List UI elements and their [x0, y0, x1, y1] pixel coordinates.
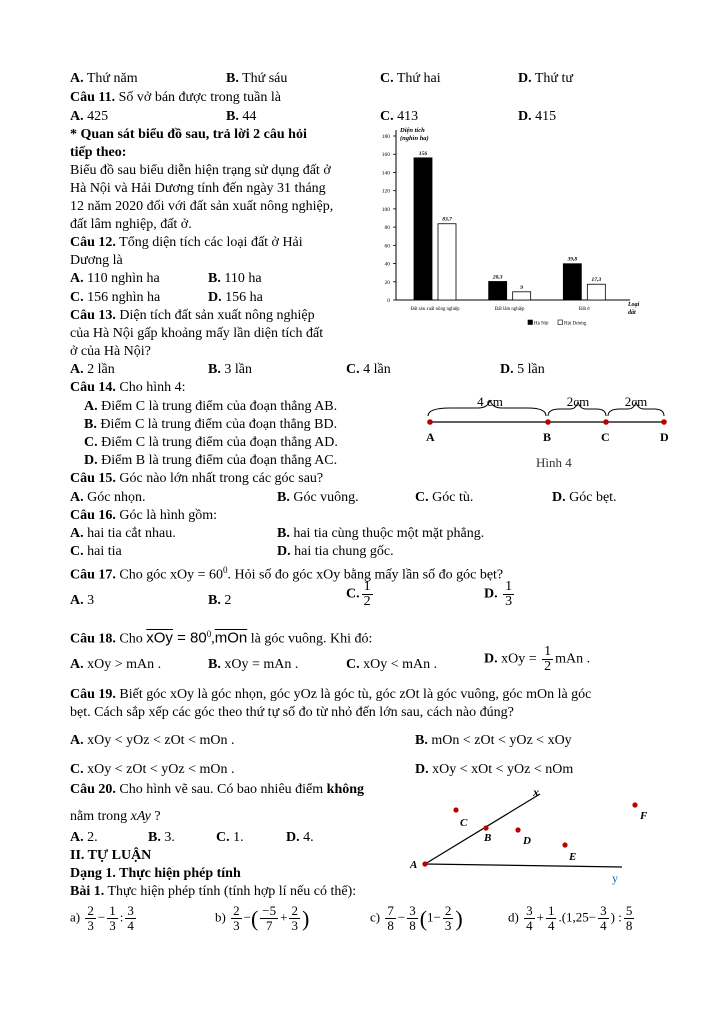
label-A: A	[410, 859, 418, 871]
q15-option-b: B. Góc vuông.	[277, 490, 359, 505]
bar-hà-nội	[489, 282, 507, 300]
ray-Ax	[425, 794, 540, 864]
label-2cm-2: 2cm	[624, 394, 648, 409]
q11-question: Câu 11. Số vở bán được trong tuần là	[70, 90, 281, 105]
q18-option-d: D. xOy = $\frac{1}{2}$ mAn .	[484, 644, 591, 674]
y-tick-label: 140	[381, 170, 390, 177]
legend-swatch	[528, 320, 533, 325]
q17-option-a: A. 3	[70, 593, 95, 608]
label-F: F	[640, 810, 648, 822]
legend-label: Hà Nội	[534, 321, 549, 327]
q15-option-a: A. Góc nhọn.	[70, 490, 146, 505]
q15-option-d: D. Góc bẹt.	[552, 490, 617, 505]
q12-option-b: B. 110 ha	[208, 271, 262, 286]
bar-hà-nội	[563, 264, 581, 300]
q17-option-d: D. $\frac{1}{3}$	[484, 579, 513, 609]
q14-option-a: A. Điểm C là trung điểm của đoạn thẳng AB.	[84, 399, 338, 414]
q13-question-line3: ở của Hà Nội?	[70, 344, 151, 359]
q17-option-c: C. $\frac{1}{2}$	[346, 579, 371, 609]
expression-b: b) $\frac{2}{3}$ −( $\frac{-5}{7}$ + $\frac{2}{3}$ )	[215, 903, 310, 933]
q13-question-line2: của Hà Nội gấp khoảng mấy lần diện tích đất	[70, 326, 324, 341]
q12-option-c: C. 156 nghìn ha	[70, 290, 161, 305]
bar-value-label: 39,8	[567, 256, 578, 263]
label-4cm: 4 cm	[477, 394, 503, 409]
chart-intro-line: Hà Nội và Hải Dương tính đến ngày 31 tháng	[70, 181, 326, 196]
y-tick-label: 0	[387, 298, 390, 304]
q12-question: Câu 12. Tổng diện tích các loại đất ở Hải	[70, 235, 303, 250]
q11-option-a: A. 425	[70, 109, 109, 124]
label-y: y	[612, 871, 618, 885]
ray-Ay	[425, 864, 622, 867]
label-E: E	[569, 851, 577, 863]
land-use-bar-chart	[368, 122, 668, 332]
y-tick-label: 160	[381, 152, 390, 159]
q16-option-d: D. hai tia chung gốc.	[277, 544, 394, 559]
q19-question-line2: bẹt. Cách sắp xếp các góc theo thứ tự số đo từ nhỏ đến lớn sau, cách nào đúng?	[70, 705, 514, 720]
q13-option-a: A. 2 lần	[70, 362, 115, 377]
bar-hải-dương	[587, 284, 605, 300]
q18-option-b: B. xOy = mAn .	[208, 657, 299, 672]
y-tick-label: 80	[384, 225, 390, 232]
x-category-label: Đất lâm nghiệp	[494, 307, 525, 312]
q18-question: Câu 18. Cho $\overline{xOy} = 80^0,\overline{mOn}$ là góc vuông. Khi đó:	[70, 629, 373, 647]
q13-option-b: B. 3 lần	[208, 362, 252, 377]
y-tick-label: 20	[384, 279, 390, 286]
bar-value-label: 83,7	[442, 216, 452, 223]
q18-option-c: C. xOy < mAn .	[346, 657, 438, 672]
q16-question: Câu 16. Góc là hình gồm:	[70, 508, 218, 523]
expression-d: d) $\frac{3}{4}$ + $\frac{1}{4}$ .(1,25− $\frac{3}{4}$ ) : $\frac{5}{8}$	[508, 903, 633, 933]
label-C: C	[460, 817, 468, 829]
x-category-label: Đất sản xuất nông nghiệp	[410, 307, 460, 312]
point-C	[603, 419, 609, 425]
chart-intro-line: Biểu đồ sau biểu diễn hiện trạng sử dụng đất ở	[70, 163, 331, 178]
q17-option-b: B. 2	[208, 593, 232, 608]
bar-value-label: 20,3	[492, 274, 503, 281]
y-tick-label: 100	[381, 206, 390, 213]
q15-question: Câu 15. Góc nào lớn nhất trong các góc sau?	[70, 471, 324, 486]
label-B: B	[543, 430, 552, 444]
chart-intro-heading-1: * Quan sát biểu đồ sau, trả lời 2 câu hỏi	[70, 127, 307, 142]
q20-question-line2: nằm trong xAy ?	[70, 809, 161, 824]
point-B	[545, 419, 551, 425]
y-axis-label: Diện tích	[400, 127, 425, 134]
q16-option-c: C. hai tia	[70, 544, 122, 559]
q19-option-b: B. mOn < zOt < yOz < xOy	[415, 733, 572, 748]
q10-option-d: D. Thứ tư	[518, 71, 573, 86]
q12-option-d: D. 156 ha	[208, 290, 263, 305]
bar-hải-dương	[513, 292, 531, 300]
q20-question: Câu 20. Cho hình vẽ sau. Có bao nhiêu điểm không	[70, 782, 365, 797]
q12-option-a: A. 110 nghìn ha	[70, 271, 160, 286]
q14-question: Câu 14. Cho hình 4:	[70, 380, 186, 395]
q11-option-d: D. 415	[518, 109, 557, 124]
expression-c: c) $\frac{7}{8}$ − $\frac{3}{8}$ (1− $\frac{2}{3}$ )	[370, 903, 463, 933]
label-C: C	[601, 430, 610, 444]
q10-option-a: A. Thứ năm	[70, 71, 138, 86]
q13-option-d: D. 5 lần	[500, 362, 545, 377]
q19-option-d: D. xOy < xOt < yOz < nOm	[415, 762, 574, 777]
expression-a: a) $\frac{2}{3}$ − $\frac{1}{3}$ : $\frac{3}{4}$	[70, 903, 134, 933]
bar-value-label: 156	[418, 150, 428, 157]
q14-option-c: C. Điểm C là trung điểm của đoạn thẳng AD.	[84, 435, 338, 450]
q14-option-d: D. Điểm B là trung điểm của đoạn thẳng AC.	[84, 453, 338, 468]
legend-swatch	[558, 320, 563, 325]
q11-option-c: C. 413	[380, 109, 419, 124]
legend-label: Hải Dương	[564, 321, 587, 327]
label-D: D	[523, 835, 531, 847]
label-x: x	[533, 785, 539, 799]
y-tick-label: 180	[381, 134, 390, 140]
label-D: D	[660, 430, 669, 444]
q10-option-c: C. Thứ hai	[380, 71, 441, 86]
q20-option-b: B. 3.	[148, 830, 175, 845]
point-B	[483, 825, 488, 830]
q15-option-c: C. Góc tù.	[415, 490, 474, 505]
section-dang-1: Dạng 1. Thực hiện phép tính	[70, 866, 241, 881]
y-tick-label: 120	[381, 188, 390, 195]
q19-question: Câu 19. Biết góc xOy là góc nhọn, góc yOz là góc tù, góc zOt là góc vuông, góc mOn là góc	[70, 687, 592, 702]
x-axis-label: Loại	[628, 302, 640, 308]
q11-option-b: B. 44	[226, 109, 257, 124]
q14-option-b: B. Điểm C là trung điểm của đoạn thẳng BD.	[84, 417, 338, 432]
bar-hải-dương	[438, 224, 456, 300]
point-D	[661, 419, 667, 425]
q12-question-line2: Dương là	[70, 253, 123, 268]
bai-1: Bài 1. Thực hiện phép tính (tính hợp lí nếu có thể):	[70, 884, 357, 899]
part-2-title: II. TỰ LUẬN	[70, 848, 152, 863]
point-C	[453, 807, 458, 812]
label-2cm-1: 2cm	[566, 394, 590, 409]
bar-hà-nội	[414, 158, 432, 300]
label-A: A	[426, 430, 435, 444]
q17-question: Câu 17. Cho góc xOy = $60^0$. Hỏi số đo góc xOy bằng mấy lần số đo góc bẹt?	[70, 565, 504, 583]
q13-question: Câu 13. Diện tích đất sản xuất nông nghiệp	[70, 308, 315, 323]
bar-value-label: 9	[520, 284, 524, 291]
figure-4-caption: Hình 4	[536, 455, 572, 470]
q16-option-a: A. hai tia cắt nhau.	[70, 526, 176, 541]
bar-value-label: 17,3	[591, 277, 602, 284]
figure-4-segment	[420, 392, 680, 472]
q19-option-a: A. xOy < yOz < zOt < mOn .	[70, 733, 235, 748]
q10-option-b: B. Thứ sáu	[226, 71, 288, 86]
point-E	[562, 842, 567, 847]
q19-option-c: C. xOy < zOt < yOz < mOn .	[70, 762, 235, 777]
q20-option-a: A. 2.	[70, 830, 98, 845]
y-tick-label: 60	[384, 243, 390, 250]
q20-option-c: C. 1.	[216, 830, 244, 845]
figure-q20-angle	[400, 784, 670, 894]
chart-intro-line: 12 năm 2020 đối với đất sản xuất nông nghiệp,	[70, 199, 334, 214]
point-A	[422, 861, 427, 866]
point-A	[427, 419, 433, 425]
x-axis-label-2: đất	[628, 310, 636, 316]
y-tick-label: 40	[384, 261, 390, 268]
chart-intro-line: đất lâm nghiệp, đất ở.	[70, 217, 192, 232]
q20-option-d: D. 4.	[286, 830, 314, 845]
chart-intro-heading-2: tiếp theo:	[70, 145, 127, 160]
x-category-label: Đất ở	[578, 307, 590, 312]
point-F	[632, 802, 637, 807]
q18-option-a: A. xOy > mAn .	[70, 657, 162, 672]
y-axis-label-unit: (nghìn ha)	[400, 135, 429, 142]
q13-option-c: C. 4 lần	[346, 362, 391, 377]
label-B: B	[484, 832, 492, 844]
q16-option-b: B. hai tia cùng thuộc một mặt phẳng.	[277, 526, 485, 541]
point-D	[515, 827, 520, 832]
